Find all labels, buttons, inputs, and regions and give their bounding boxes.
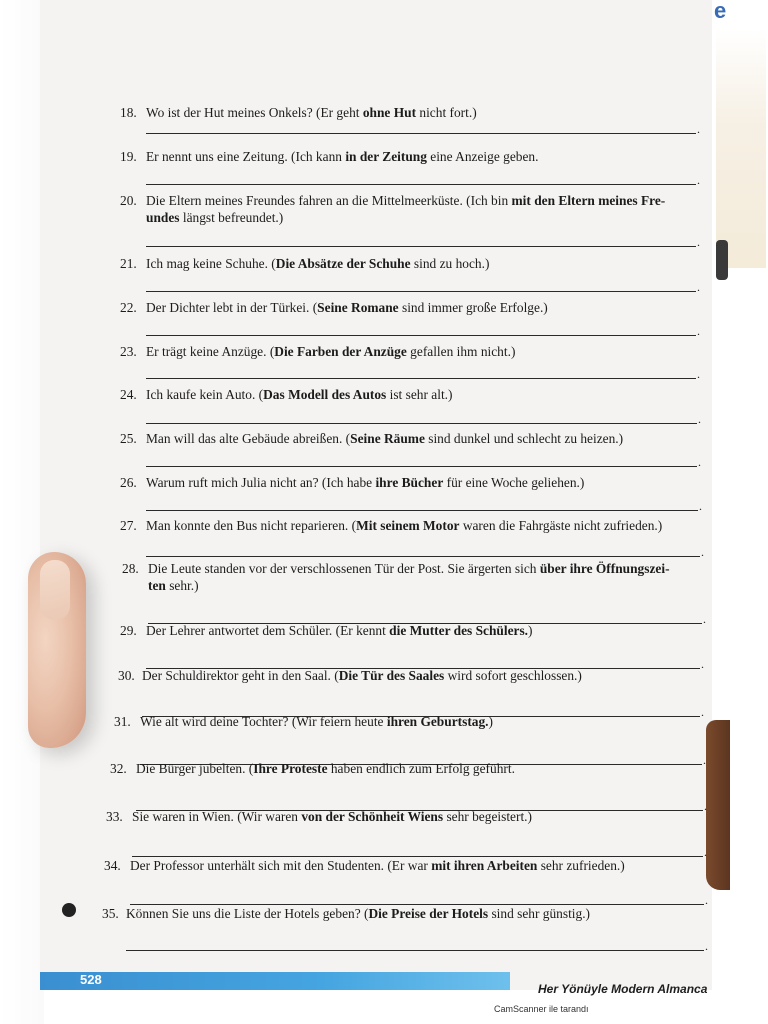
page-number: 528 <box>80 972 102 987</box>
exercise-sentence <box>126 905 706 922</box>
sentence-bold-phrase: über ihre Öffnungszei- <box>539 561 670 576</box>
exercise-number: 35. <box>102 906 119 921</box>
sentence-text: nicht fort.) <box>416 105 477 120</box>
sentence-text: ) <box>488 714 493 729</box>
exercise-sentence <box>146 299 706 316</box>
corner-letter: e <box>714 0 727 23</box>
sentence-text: Sie waren in Wien. (Wir waren <box>132 809 302 824</box>
answer-line[interactable] <box>146 556 700 557</box>
sentence-bold-phrase: Die Farben der Anzüge <box>274 344 407 359</box>
sentence-text: Ich kaufe kein Auto. ( <box>146 387 264 402</box>
exercise-sentence <box>146 343 706 360</box>
sentence-bold-phrase: von der Schönheit Wiens <box>301 809 444 824</box>
sentence-text: Wie alt wird deine Tochter? (Wir feiern heute <box>140 714 387 729</box>
exercise-number: 34. <box>104 858 121 873</box>
sentence-bold-phrase: mit den Eltern meines Fre- <box>511 193 666 208</box>
exercise-number: 21. <box>120 256 137 271</box>
exercise-sentence <box>148 560 706 594</box>
exercise-number: 26. <box>120 475 137 490</box>
sentence-bold-phrase: ohne Hut <box>362 105 417 120</box>
sentence-text: Er trägt keine Anzüge. ( <box>146 344 275 359</box>
sentence-text: sind dunkel und schlecht zu heizen.) <box>424 431 624 446</box>
exercise-sentence <box>146 192 706 226</box>
exercise-number: 20. <box>120 193 137 208</box>
exercise-number: 32. <box>110 761 127 776</box>
exercise-sentence <box>132 808 706 825</box>
exercise-number: 23. <box>120 344 137 359</box>
sentence-text: waren die Fahrgäste nicht zufrieden.) <box>459 518 663 533</box>
sentence-text: sind sehr günstig.) <box>488 906 591 921</box>
sentence-bold-phrase: Das Modell des Autos <box>263 387 387 402</box>
exercise-number: 27. <box>120 518 137 533</box>
sentence-bold-phrase: Seine Räume <box>350 431 425 446</box>
sentence-text: sehr.) <box>165 578 199 593</box>
sentence-text: Der Lehrer antwortet dem Schüler. (Er kennt <box>146 623 390 638</box>
sentence-text: sind zu hoch.) <box>410 256 490 271</box>
sentence-bold-phrase: Ihre Proteste <box>253 761 328 776</box>
sentence-text: Können Sie uns die Liste der Hotels geben? ( <box>126 906 369 921</box>
scanner-label: CamScanner ile tarandı <box>494 1004 589 1014</box>
sentence-text: ) <box>528 623 533 638</box>
footer-bar <box>40 972 510 990</box>
sentence-bold-phrase: ihren Geburtstag. <box>386 714 489 729</box>
answer-line[interactable] <box>146 466 697 467</box>
sentence-bold-phrase: Mit seinem Motor <box>356 518 460 533</box>
answer-line[interactable] <box>126 950 704 951</box>
sentence-text: Man will das alte Gebäude abreißen. ( <box>146 431 351 446</box>
exercise-number: 19. <box>120 149 137 164</box>
exercise-sentence <box>146 517 706 534</box>
sentence-text: Die Eltern meines Freundes fahren an die Mittelmeerküste. (Ich bin <box>146 193 512 208</box>
sentence-text: Der Schuldirektor geht in den Saal. ( <box>142 668 339 683</box>
ink-spot <box>62 903 76 917</box>
book-title: Her Yönüyle Modern Almanca <box>538 982 708 996</box>
exercise-sentence <box>146 148 706 165</box>
sentence-text: gefallen ihm nicht.) <box>406 344 516 359</box>
exercise-number: 33. <box>106 809 123 824</box>
sentence-text: ist sehr alt.) <box>386 387 453 402</box>
exercise-number: 22. <box>120 300 137 315</box>
answer-line[interactable] <box>146 246 696 247</box>
sentence-bold-phrase: in der Zeitung <box>345 149 427 164</box>
exercise-sentence <box>136 760 706 777</box>
exercise-sentence <box>146 430 706 447</box>
sentence-text: wird sofort geschlossen.) <box>444 668 582 683</box>
sentence-text: sehr begeistert.) <box>443 809 532 824</box>
sentence-bold-phrase: ihre Bücher <box>375 475 444 490</box>
exercise-sentence <box>146 104 706 121</box>
sentence-bold-phrase: die Mutter des Schülers. <box>389 623 529 638</box>
answer-line[interactable] <box>146 335 696 336</box>
exercise-number: 28. <box>122 561 139 576</box>
sentence-bold-phrase: Seine Romane <box>317 300 399 315</box>
sentence-bold-phrase: ten <box>148 578 166 593</box>
answer-line[interactable] <box>146 423 697 424</box>
sentence-bold-phrase: Die Preise der Hotels <box>368 906 489 921</box>
sentence-text: für eine Woche geliehen.) <box>443 475 585 490</box>
exercise-number: 30. <box>118 668 135 683</box>
exercise-sentence <box>142 667 706 684</box>
sentence-text: Der Professor unterhält sich mit den Studenten. (Er war <box>130 858 432 873</box>
sentence-text: eine Anzeige geben. <box>426 149 539 164</box>
sentence-bold-phrase: Die Tür des Saales <box>338 668 445 683</box>
sentence-text: Die Leute standen vor der verschlossenen Tür der Post. Sie ärgerten sich <box>148 561 540 576</box>
exercise-number: 24. <box>120 387 137 402</box>
sentence-text: Ich mag keine Schuhe. ( <box>146 256 276 271</box>
sentence-bold-phrase: Die Absätze der Schuhe <box>275 256 411 271</box>
sentence-text: haben endlich zum Erfolg geführt. <box>327 761 515 776</box>
exercise-sentence <box>146 474 706 491</box>
sentence-text: sehr zufrieden.) <box>537 858 625 873</box>
sentence-text: Er nennt uns eine Zeitung. (Ich kann <box>146 149 346 164</box>
exercise-number: 31. <box>114 714 131 729</box>
sentence-text: Man konnte den Bus nicht reparieren. ( <box>146 518 357 533</box>
sentence-bold-phrase: mit ihren Arbeiten <box>431 858 538 873</box>
exercise-sentence <box>146 622 706 639</box>
exercise-sentence <box>146 386 706 403</box>
exercise-sentence <box>130 857 706 874</box>
sentence-text: sind immer große Erfolge.) <box>398 300 548 315</box>
exercise-number: 29. <box>120 623 137 638</box>
sentence-text: Die Bürger jubelten. ( <box>136 761 254 776</box>
sentence-bold-phrase: undes <box>146 210 180 225</box>
exercise-sentence <box>146 255 706 272</box>
answer-line[interactable] <box>146 510 698 511</box>
exercise-sentence <box>140 713 706 730</box>
answer-line[interactable] <box>146 184 696 185</box>
sentence-text: längst befreundet.) <box>179 210 284 225</box>
answer-line[interactable] <box>146 133 696 134</box>
answer-line[interactable] <box>146 378 696 379</box>
sentence-text: Warum ruft mich Julia nicht an? (Ich habe <box>146 475 376 490</box>
exercise-number: 25. <box>120 431 137 446</box>
exercise-number: 18. <box>120 105 137 120</box>
answer-line[interactable] <box>146 291 696 292</box>
sentence-text: Wo ist der Hut meines Onkels? (Er geht <box>146 105 363 120</box>
sentence-text: Der Dichter lebt in der Türkei. ( <box>146 300 318 315</box>
